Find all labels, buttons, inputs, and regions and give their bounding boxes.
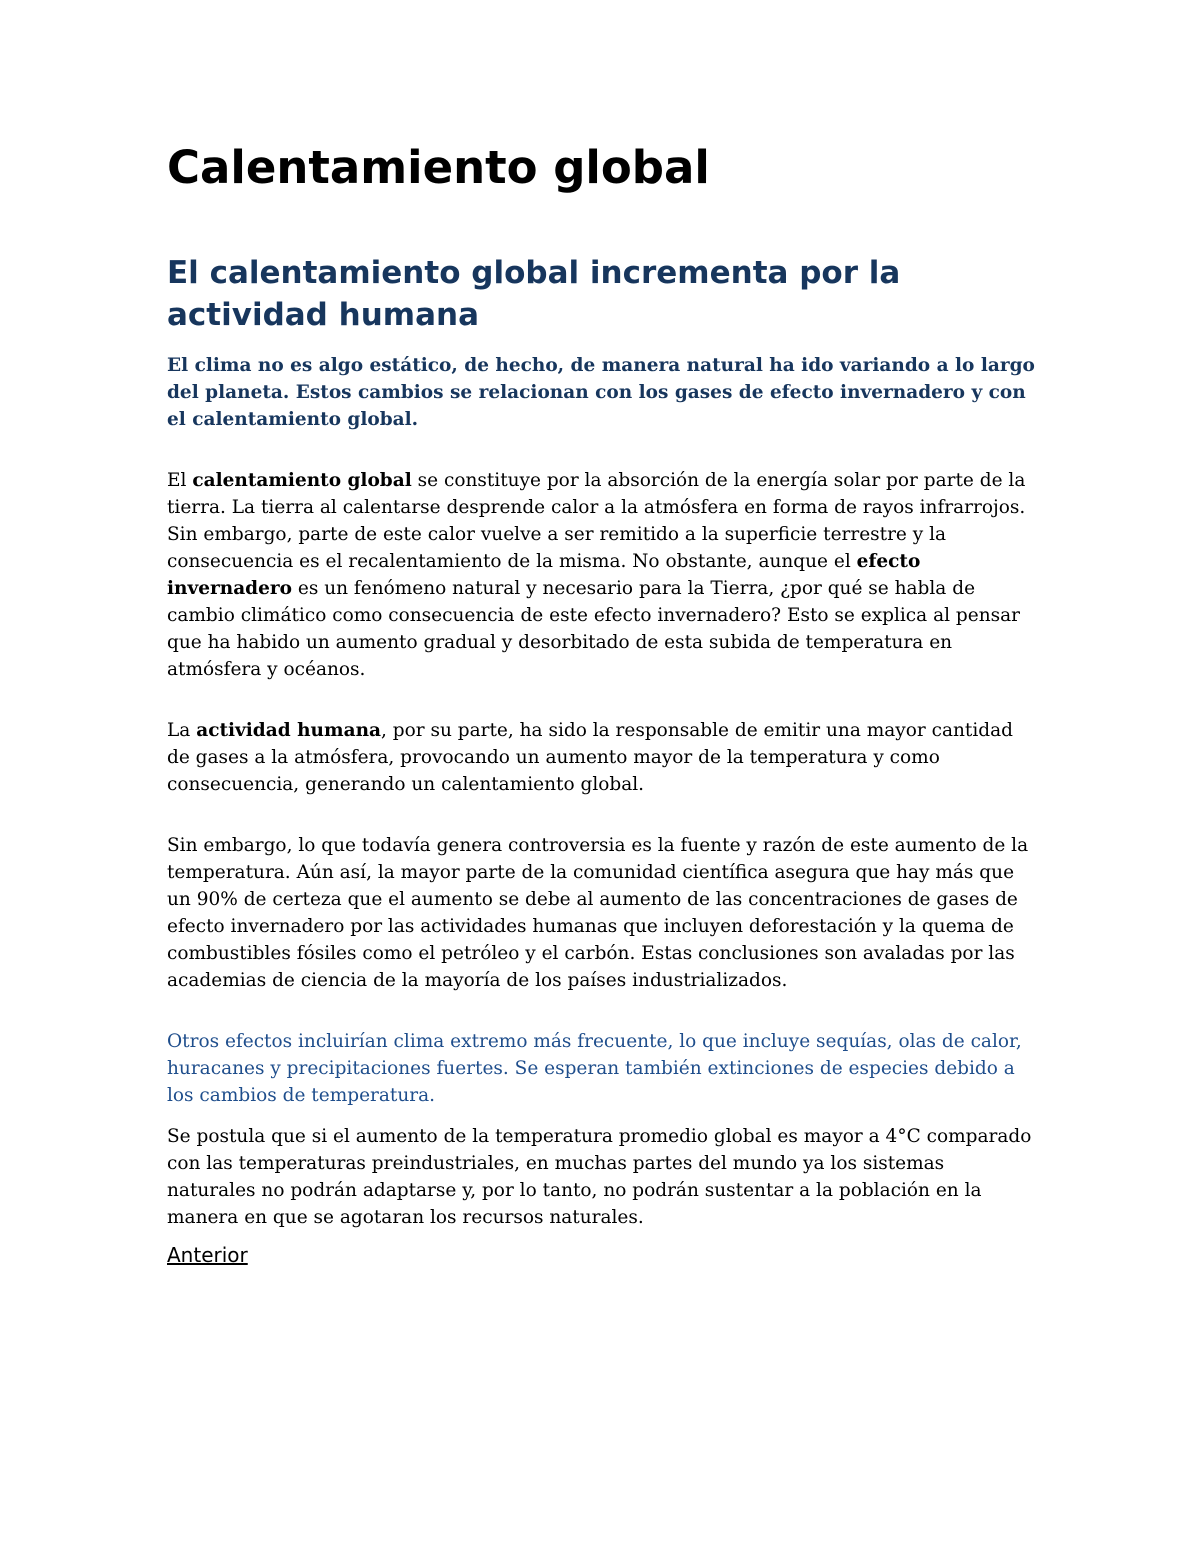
previous-link[interactable]: Anterior — [167, 1243, 248, 1267]
paragraph-controversy: Sin embargo, lo que todavía genera controversia es la fuente y razón de este aumento de la temperatura. Aún así, la mayor parte de la comunidad científica asegura que hay más que un 90% de certeza que el aumento se debe al aumento de las concentraciones de gases de efecto invernadero por las actividades humanas que incluyen deforestación y la quema de combustibles fósiles como el petróleo y el carbón. Estas conclusiones son avaladas por las academias de ciencia de la mayoría de los países industrializados. — [167, 835, 1029, 991]
section-heading: El calentamiento global incrementa por la actividad humana — [167, 255, 901, 333]
text-run: se constituye por la absorción de la energía solar por parte de la tierra. La tierra al calentarse desprende calor a la atmósfera en forma de rayos infrarrojos. Sin embargo, parte de este calor vuelve a ser remitido a la superficie terrestre y la consecuencia es el recalentamiento de la misma. No obstante, aunque el — [167, 470, 1026, 572]
document-page — [167, 140, 1037, 1269]
bold-term: actividad humana — [196, 720, 382, 741]
text-run: La — [167, 720, 197, 741]
paragraph-human-activity — [167, 717, 1037, 798]
page-title: Calentamiento global — [167, 141, 710, 194]
paragraph-greenhouse — [167, 467, 1037, 683]
paragraph-other-effects: Otros efectos incluirían clima extremo más frecuente, lo que incluye sequías, olas de calor, huracanes y precipitaciones fuertes. Se esperan también extinciones de especies debido a los cambios de temperatura. — [167, 1031, 1022, 1106]
bold-term: calentamiento global — [192, 470, 412, 491]
intro-paragraph: El clima no es algo estático, de hecho, de manera natural ha ido variando a lo largo del planeta. Estos cambios se relacionan con los gases de efecto invernadero y con el calentamiento global. — [167, 355, 1035, 430]
text-run: es un fenómeno natural y necesario para la Tierra, ¿por qué se habla de cambio climático como consecuencia de este efecto invernadero? Esto se explica al pensar que ha habido un aumento gradual y desorbitado de esta subida de temperatura en atmósfera y océanos. — [167, 578, 1020, 680]
text-run: El — [167, 470, 193, 491]
paragraph-projection: Se postula que si el aumento de la temperatura promedio global es mayor a 4°C comparado con las temperaturas preindustriales, en muchas partes del mundo ya los sistemas naturales no podrán adaptarse y, por lo tanto, no podrán sustentar a la población en la manera en que se agotaran los recursos naturales. — [167, 1126, 1032, 1228]
text-run: , por su parte, ha sido la responsable de emitir una mayor cantidad de gases a la atmósfera, provocando un aumento mayor de la temperatura y como consecuencia, generando un calentamiento global. — [167, 720, 1013, 795]
bold-term: efecto invernadero — [167, 551, 921, 599]
